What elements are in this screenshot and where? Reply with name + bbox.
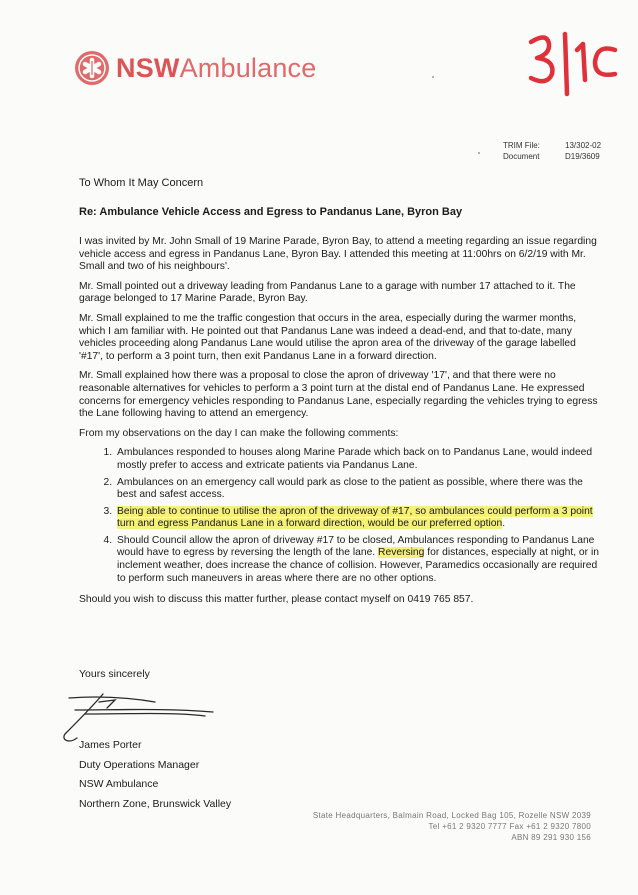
signatory-title: Duty Operations Manager — [79, 758, 200, 771]
paragraph: I was invited by Mr. John Small of 19 Marine Parade, Byron Bay, to attend a meeting regarding an issue regarding vehicle access and egress in Pandanus Lane, Byron Bay. I attended this meeting at 11:00hrs on 6/2/19 with Mr. Small and two of his neighbours'. — [79, 236, 597, 273]
subject-line: Re: Ambulance Vehicle Access and Egress to Pandanus Lane, Byron Bay — [79, 206, 463, 218]
scan-speck — [432, 76, 434, 78]
handwritten-page-mark — [525, 28, 625, 105]
closing: Yours sincerely — [79, 668, 150, 680]
list-item: 1. Ambulances responded to houses along Marine Parade which back on to Pandanus Lane, would indeed mostly prefer to access and extricate patients via Pandanus Lane. — [115, 447, 599, 472]
paragraph: From my observations on the day I can make the following comments: — [79, 427, 399, 439]
list-item: 4. Should Council allow the apron of driveway #17 to be closed, Ambulances responding to Pandanus Lane would have to egress by reversing the length of the lane. Reversing for distances, especially at night, or in inclement weather, does increase the chance of collision. However, Paramedics occasionally are required to perform such maneuvers in areas where there are no other options. — [115, 535, 599, 585]
nsw-ambulance-logo — [74, 50, 316, 86]
footer-address-line: State Headquarters, Balmain Road, Locked Bag 105, Rozelle NSW 2039 — [312, 811, 591, 820]
list-item: 3. Being able to continue to utilise the apron of the driveway of #17, so ambulances could perform a 3 point turn and egress Pandanus Lane in a forward direction, would be our preferred option. — [115, 506, 599, 531]
signatory-name: James Porter — [79, 739, 142, 751]
brand-name: NSWAmbulance — [116, 52, 317, 83]
salutation: To Whom It May Concern — [79, 177, 204, 189]
scan-speck — [478, 152, 480, 154]
paragraph: Mr. Small explained how there was a proposal to close the apron of driveway '17', and that there were no reasonable alternatives for vehicles to perform a 3 point turn at the distal end of Pandanus Lane. He expressed concerns for emergency vehicles responding to Pandanus Lane, especially regarding the vehicles trying to egress the Lane following having to attend an emergency. — [79, 370, 598, 420]
list-item: 2. Ambulances on an emergency call would park as close to the patient as possible, where there was the best and safest access. — [115, 477, 599, 502]
signatory-zone: Northern Zone, Brunswick Valley — [79, 797, 232, 810]
paragraph: Mr. Small pointed out a driveway leading from Pandanus Lane to a garage with number 17 attached to it. The garage belonged to 17 Marine Parade, Byron Bay. — [79, 280, 576, 305]
paragraph: Mr. Small explained to me the traffic congestion that occurs in the area, especially during the warmer months, which I am familiar with. He pointed out that Pandanus Lane was indeed a dead-end, and that to-date, many vehicles proceeding along Pandanus Lane would utilise the apron area of the driveway of the garage labelled '#17', to perform a 3 point turn, then exit Pandanus Lane in a forward direction. — [79, 312, 577, 362]
observation-list — [79, 447, 599, 585]
document-label: Document — [503, 152, 540, 161]
footer-address — [313, 810, 591, 843]
footer-phone-line: Tel +61 2 9320 7777 Fax +61 2 9320 7800 — [428, 822, 591, 831]
signature-block — [79, 736, 231, 814]
footer-abn-line: ABN 89 291 930 156 — [511, 833, 591, 842]
letter-body — [79, 236, 599, 614]
ambulance-star-of-life-icon — [74, 50, 110, 86]
signatory-org: NSW Ambulance — [79, 778, 159, 790]
document-value: D19/3609 — [565, 152, 600, 161]
highlighted-text: Being able to continue to utilise the apron of the driveway of #17, so ambulances could perform a 3 point turn and egress Pandanus Lane in a forward direction, would be our preferred option — [117, 505, 593, 530]
trim-file-label: TRIM File: — [503, 141, 540, 150]
trim-file-value: 13/302-02 — [565, 141, 602, 150]
trim-reference — [503, 140, 601, 162]
highlighted-text: Reversing — [378, 547, 425, 559]
contact-paragraph: Should you wish to discuss this matter further, please contact myself on 0419 765 857. — [79, 594, 474, 606]
